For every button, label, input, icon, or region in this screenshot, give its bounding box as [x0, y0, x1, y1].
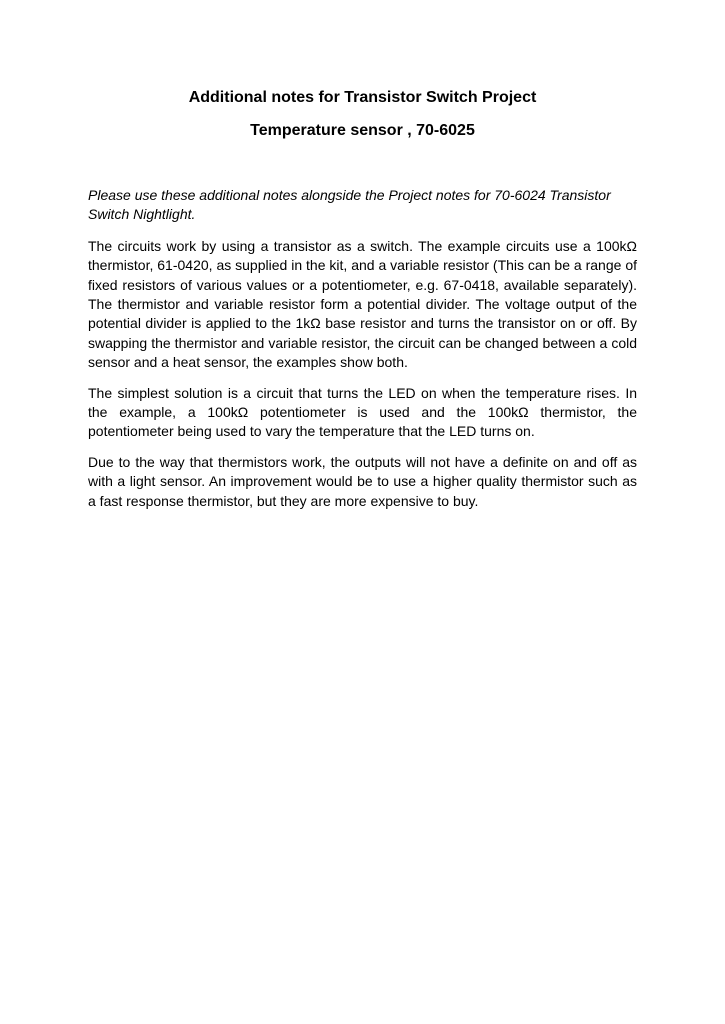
document-title: Additional notes for Transistor Switch Project [188, 89, 537, 106]
simple-solution-paragraph: The simplest solution is a circuit that turns the LED on when the temperature rises. In the example, a 100kΩ potentiometer is used and the 100kΩ thermistor, the potentiometer being used to vary the temperature that the LED turns on. [88, 384, 637, 440]
document-body [88, 186, 637, 522]
thermistor-limitations-paragraph: Due to the way that thermistors work, the outputs will not have a definite on and off as with a light sensor. An improvement would be to use a higher quality thermistor such as a fast response thermistor, but they are more expensive to buy. [88, 453, 637, 509]
document-subtitle: Temperature sensor , 70-6025 [250, 122, 475, 139]
intro-note-paragraph: Please use these additional notes alongside the Project notes for 70-6024 Transistor Switch Nightlight. [88, 187, 611, 223]
circuit-explanation-paragraph: The circuits work by using a transistor as a switch. The example circuits use a 100kΩ thermistor, 61-0420, as supplied in the kit, and a variable resistor (This can be a range of fixed resistors of various values or a potentiometer, e.g. 67-0418, available separately). The thermistor and variable resistor form a potential divider. The voltage output of the potential divider is applied to the 1kΩ base resistor and turns the transistor on or off. By swapping the thermistor and variable resistor, the circuit can be changed between a cold sensor and a heat sensor, the examples show both. [88, 237, 637, 371]
